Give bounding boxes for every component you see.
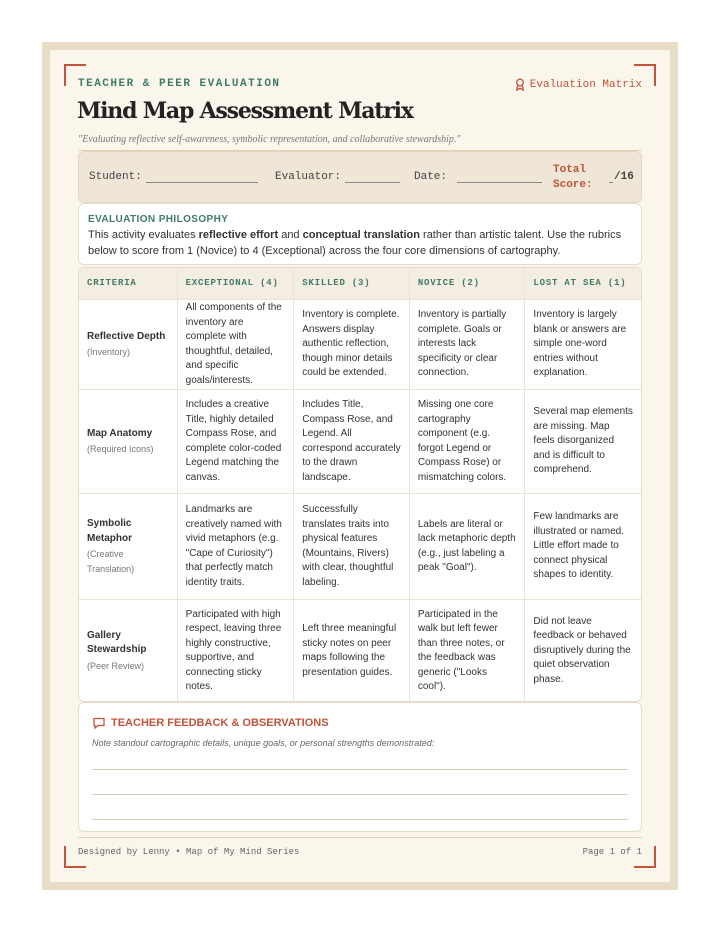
criteria-cell: Symbolic Metaphor (Creative Translation) bbox=[79, 494, 178, 599]
rubric-cell: Participated in the walk but left fewer than three notes, or the feedback was generic ("Looks cool"). bbox=[410, 600, 526, 702]
column-header: CRITERIA bbox=[79, 268, 178, 299]
info-bar bbox=[78, 151, 642, 203]
feedback-note: Note standout cartographic details, unique goals, or personal strengths demonstrated: bbox=[92, 738, 435, 748]
rubric-cell: Several map elements are missing. Map feels disorganized and is difficult to comprehend. bbox=[533, 406, 633, 476]
total-score-label: Total Score: bbox=[553, 164, 593, 191]
student-line[interactable] bbox=[146, 171, 258, 183]
criteria-cell: Map Anatomy (Required Icons) bbox=[79, 390, 178, 493]
column-header: SKILLED (3) bbox=[294, 268, 410, 299]
evaluator-line[interactable] bbox=[345, 171, 400, 183]
rubric-cell: Inventory is complete. Answers display authentic reflection, though minor details could be extended. bbox=[294, 300, 410, 389]
rubric-cell: Includes Title, Compass Rose, and Legend. All correspond accurately to the drawn landscape. bbox=[294, 390, 410, 493]
date-label: Date: bbox=[414, 171, 448, 183]
column-header: EXCEPTIONAL (4) bbox=[178, 268, 295, 299]
rubric-cell: All components of the inventory are complete with thoughtful, detailed, and specific goals/interests. bbox=[178, 300, 295, 389]
award-ribbon-icon bbox=[514, 78, 526, 91]
page-number: Page 1 of 1 bbox=[582, 847, 642, 857]
table-row bbox=[79, 494, 641, 600]
philosophy-text: This activity evaluates reflective effort and conceptual translation rather than artistic talent. Use the rubrics below to score from 1 (Novice) to 4 (Exceptional) across the four core dimensions of cartography. bbox=[88, 229, 622, 257]
rubric-cell: Participated with high respect, leaving three highly constructive, supportive, and connecting sticky notes. bbox=[178, 600, 295, 702]
table-row bbox=[79, 390, 641, 494]
rubric-cell: Few landmarks are illustrated or named. Little effort made to connect physical shapes to identity. bbox=[533, 511, 625, 581]
score-line[interactable] bbox=[609, 171, 613, 183]
rubric-cell: Includes a creative Title, highly detailed Compass Rose, and complete color-coded Legend matching the canvas. bbox=[178, 390, 295, 493]
rubric-cell: Inventory is partially complete. Goals or interests lack specificity or clear connection. bbox=[410, 300, 526, 389]
evaluator-field[interactable] bbox=[275, 171, 400, 183]
date-line[interactable] bbox=[457, 171, 542, 183]
page-title: Mind Map Assessment Matrix bbox=[77, 98, 413, 124]
rubric-table bbox=[78, 267, 642, 702]
table-row bbox=[79, 300, 641, 390]
date-field[interactable] bbox=[414, 171, 542, 183]
philosophy-heading: EVALUATION PHILOSOPHY bbox=[88, 214, 229, 225]
table-row bbox=[79, 600, 641, 702]
score-field[interactable] bbox=[609, 171, 634, 183]
speech-bubble-icon bbox=[92, 716, 106, 730]
page-subtitle: "Evaluating reflective self-awareness, symbolic representation, and collaborative stewardship." bbox=[78, 134, 461, 145]
column-header: LOST AT SEA (1) bbox=[533, 278, 627, 289]
feedback-card bbox=[78, 702, 642, 832]
matrix-tag-label: Evaluation Matrix bbox=[529, 78, 642, 91]
student-label: Student: bbox=[89, 171, 142, 183]
matrix-tag bbox=[514, 78, 642, 91]
feedback-write-line[interactable] bbox=[92, 794, 628, 795]
rubric-cell: Landmarks are creatively named with vivid metaphors (e.g. "Cape of Curiosity") that perfectly match identity traits. bbox=[178, 494, 295, 599]
column-header: NOVICE (2) bbox=[410, 268, 526, 299]
feedback-write-line[interactable] bbox=[92, 769, 628, 770]
criteria-cell: Gallery Stewardship (Peer Review) bbox=[79, 600, 178, 702]
page bbox=[50, 50, 670, 882]
kicker: TEACHER & PEER EVALUATION bbox=[78, 78, 281, 90]
footer-divider bbox=[78, 837, 642, 838]
page-frame bbox=[42, 42, 678, 890]
rubric-cell: Labels are literal or lack metaphoric depth (e.g., just labeling a peak "Goal"). bbox=[410, 494, 526, 599]
rubric-cell: Inventory is largely blank or answers are simple one-word entries without explanation. bbox=[533, 309, 627, 379]
philosophy-card bbox=[78, 203, 642, 265]
evaluator-label: Evaluator: bbox=[275, 171, 342, 183]
rubric-cell: Did not leave feedback or behaved disruptively during the quiet observation phase. bbox=[533, 615, 631, 685]
rubric-cell: Missing one core cartography component (e.g. forgot Legend or Compass Rose) or mismatching colors. bbox=[410, 390, 526, 493]
criteria-cell: Reflective Depth (Inventory) bbox=[79, 300, 178, 389]
footer-credit: Designed by Lenny • Map of My Mind Series bbox=[78, 847, 300, 857]
score-suffix: /16 bbox=[614, 171, 634, 183]
student-field[interactable] bbox=[89, 171, 258, 183]
rubric-cell: Left three meaningful sticky notes on peer maps following the presentation guides. bbox=[294, 600, 410, 702]
feedback-title: TEACHER FEEDBACK & OBSERVATIONS bbox=[92, 716, 329, 730]
feedback-write-line[interactable] bbox=[92, 819, 628, 820]
table-header-row bbox=[79, 268, 641, 300]
rubric-cell: Successfully translates traits into physical features (Mountains, Rivers) with clear, thoughtful labeling. bbox=[294, 494, 410, 599]
